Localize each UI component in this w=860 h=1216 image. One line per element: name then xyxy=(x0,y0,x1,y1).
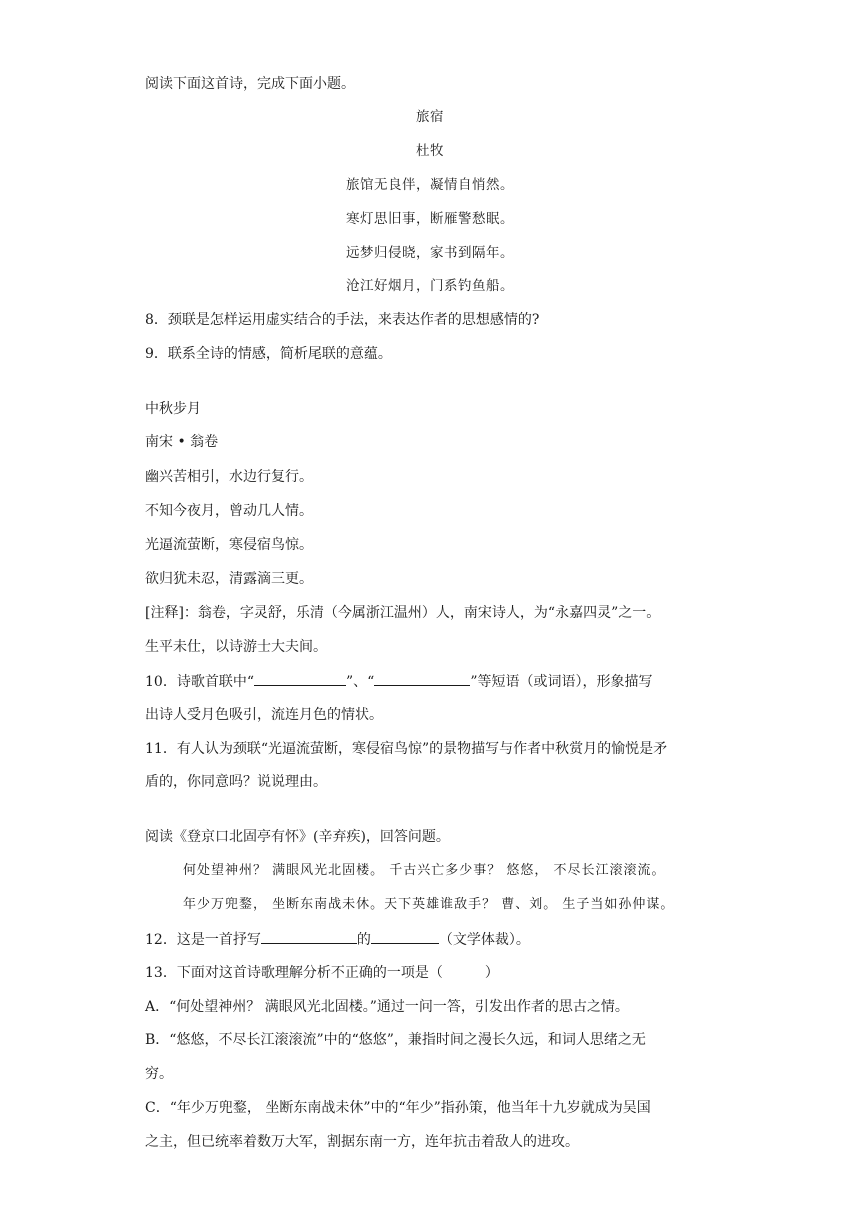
question-10 xyxy=(145,671,652,692)
question-10-text: ”等短语（或词语），形象描写 xyxy=(470,674,653,690)
poem2-line: 幽兴苦相引，水边行复行。 xyxy=(145,469,313,485)
poem1-line: 旅馆无良伴，凝情自悄然。 xyxy=(346,177,514,193)
poem1-line: 远梦归侵晓，家书到隔年。 xyxy=(346,245,514,261)
option-b: B．“悠悠，不尽长江滚滚流”中的“悠悠”，兼指时间之漫长久远，和词人思绪之无 xyxy=(145,1032,646,1048)
section1-intro: 阅读下面这首诗，完成下面小题。 xyxy=(145,76,355,92)
question-8: 8．颈联是怎样运用虚实结合的手法，来表达作者的思想感情的? xyxy=(145,312,540,328)
question-9: 9．联系全诗的情感，简析尾联的意蕴。 xyxy=(145,346,392,362)
answer-blank[interactable] xyxy=(254,671,346,686)
question-10-cont: 出诗人受月色吸引，流连月色的情状。 xyxy=(145,707,383,723)
option-c: C．“年少万兜鍪， 坐断东南战未休”中的“年少”指孙策，他当年十九岁就成为吴国 xyxy=(145,1100,651,1116)
poem1-line: 寒灯思旧事，断雁警愁眠。 xyxy=(346,211,514,227)
option-a: A．“何处望神州？ 满眼风光北固楼。”通过一问一答，引发出作者的思古之情。 xyxy=(145,999,629,1015)
answer-blank[interactable] xyxy=(261,929,357,944)
question-12-text: （文学体裁）。 xyxy=(438,932,530,948)
section3-intro: 阅读《登京口北固亭有怀》(辛弃疾)，回答问题。 xyxy=(145,829,450,845)
poem2-author: 南宋 • 翁卷 xyxy=(145,434,219,450)
poem2-note-cont: 生平未仕，以诗游士大夫间。 xyxy=(145,639,327,655)
poem2-note: [注释]：翁卷，字灵舒，乐清（今属浙江温州）人，南宋诗人，为“永嘉四灵”之一。 xyxy=(145,605,661,621)
poem2-line: 欲归犹未忍，清露滴三更。 xyxy=(145,571,313,587)
poem2-title: 中秋步月 xyxy=(145,401,201,417)
question-12-text: 12．这是一首抒写 xyxy=(145,932,261,948)
question-13: 13．下面对这首诗歌理解分析不正确的一项是（ ） xyxy=(145,965,499,981)
ci-line: 年少万兜鍪， 坐断东南战未休。天下英雄谁敌手？ 曹、刘。 生子当如孙仲谋。 xyxy=(183,897,675,912)
option-b-cont: 穷。 xyxy=(145,1066,173,1082)
ci-line: 何处望神州？ 满眼风光北固楼。 千古兴亡多少事？ 悠悠， 不尽长江滚滚流。 xyxy=(183,863,666,878)
question-11: 11．有人认为颈联“光逼流萤断，寒侵宿鸟惊”的景物描写与作者中秋赏月的愉悦是矛 xyxy=(145,741,668,757)
question-12 xyxy=(145,929,530,950)
poem1-line: 沧江好烟月，门系钓鱼船。 xyxy=(346,278,514,294)
poem2-line: 光逼流萤断，寒侵宿鸟惊。 xyxy=(145,537,313,553)
poem1-author: 杜牧 xyxy=(416,143,444,159)
option-c-cont: 之主，但已统率着数万大军，割据东南一方，连年抗击着敌人的进攻。 xyxy=(145,1134,579,1150)
poem1-title: 旅宿 xyxy=(416,109,444,125)
question-10-text: 10．诗歌首联中“ xyxy=(145,674,254,690)
answer-blank[interactable] xyxy=(371,929,439,944)
poem2-line: 不知今夜月，曾动几人情。 xyxy=(145,503,313,519)
answer-blank[interactable] xyxy=(374,671,470,686)
question-12-text: 的 xyxy=(356,932,371,948)
question-11-cont: 盾的，你同意吗？说说理由。 xyxy=(145,774,327,790)
question-10-text: ”、“ xyxy=(345,674,375,690)
